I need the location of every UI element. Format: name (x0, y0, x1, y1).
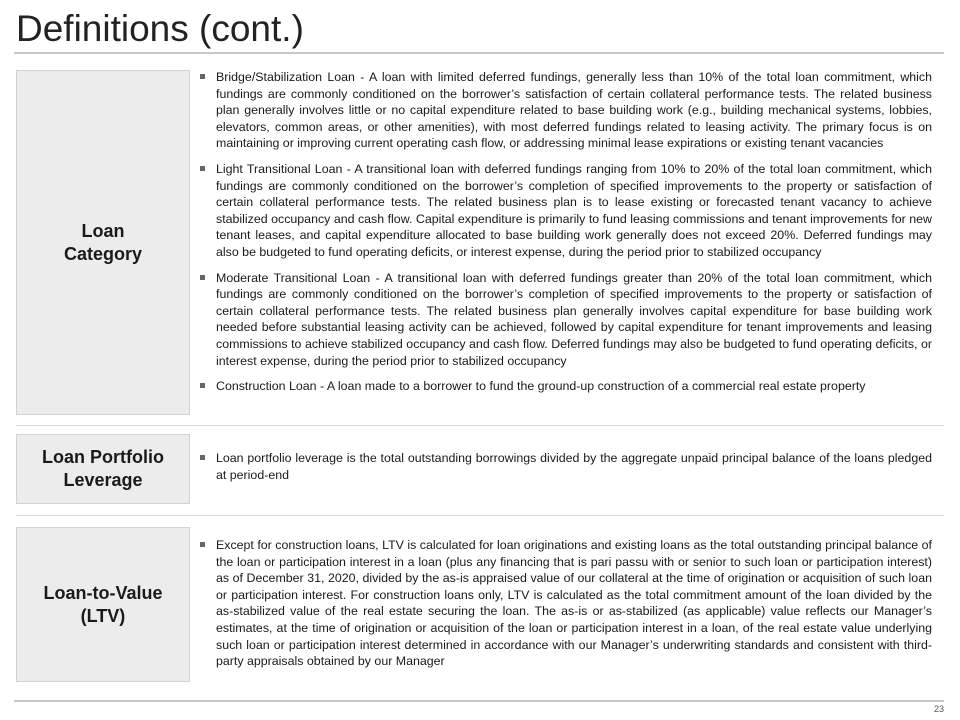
bullet-text: Bridge/Stabilization Loan - A loan with limited deferred fundings, generally less than 10% of the total loan commitment, which fundings are commonly conditioned on the borrower’s satisfaction of certain collateral performance tests. The related business plan generally involves little or no capital expenditure related to base building work (e.g., building mechanical systems, lobbies, elevators, common areas, or other amenities), with most deferred fundings related to leasing activity. The primary focus is on maintaining or improving current operating cash flow, or addressing minimal lease expirations or existing tenant vacancies (216, 70, 932, 151)
section-label-text: Loan-to-Value (LTV) (43, 582, 163, 626)
bullet-item (198, 69, 932, 152)
section-label-loan-to-value (16, 527, 190, 682)
page-title: Definitions (cont.) (16, 8, 304, 49)
bullet-square-icon (200, 275, 205, 280)
section-body-loan-portfolio-leverage (198, 450, 932, 492)
bullet-text: Loan portfolio leverage is the total outstanding borrowings divided by the aggregate unpaid principal balance of the loans pledged at period-end (216, 451, 932, 482)
page-number: 23 (933, 704, 944, 714)
title-divider (14, 52, 944, 54)
section-body-loan-category (198, 69, 932, 404)
bullet-text: Light Transitional Loan - A transitional loan with deferred fundings ranging from 10% to 20% of the total loan commitment, which fundings are commonly conditioned on the borrower’s completion of specified improvements to the property or satisfaction of certain collateral performance tests. The related business plan is to lease existing or forecasted tenant vacancy to achieve stabilized occupancy and cash flow. Capital expenditure is primarily to fund leasing commissions and tenant improvements for new tenant leases, and capital expenditure allocated to base building work generally does not exceed 20%. Deferred fundings may also be budgeted to fund operating deficits, or interest expense, during the period prior to stabilized occupancy (216, 161, 932, 259)
section-label-loan-portfolio-leverage (16, 434, 190, 504)
section-divider (16, 515, 944, 516)
footer-divider (14, 700, 944, 702)
bullet-square-icon (200, 542, 205, 547)
section-label-text: Loan Category (63, 220, 143, 264)
bullet-item (198, 537, 932, 670)
section-divider (16, 425, 944, 426)
bullet-square-icon (200, 383, 205, 388)
bullet-item (198, 270, 932, 370)
bullet-text: Construction Loan - A loan made to a borrower to fund the ground-up construction of a commercial real estate property (216, 379, 866, 394)
bullet-item (198, 378, 932, 395)
bullet-item (198, 161, 932, 261)
bullet-item (198, 450, 932, 483)
bullet-square-icon (200, 166, 205, 171)
bullet-text: Except for construction loans, LTV is calculated for loan originations and existing loans as the total outstanding principal balance of the loan or participation interest in a loan (plus any financing that is pari passu with or senior to such loan or participation interest) as of December 31, 2020, divided by the as-is appraised value of our collateral at the time of origination or acquisition of such loan or participation interest. For construction loans only, LTV is calculated as the total commitment amount of the loan divided by the as-stabilized value of the real estate securing the loan. The as-is or as-stabilized (as applicable) value reflects our Manager’s estimates, at the time of origination or acquisition of the loan or participation interest in a loan, of the real estate value underlying such loan or participation interest determined in accordance with our Manager’s underwriting standards and consistent with third-party appraisals obtained by our Manager (216, 538, 932, 669)
bullet-square-icon (200, 455, 205, 460)
bullet-square-icon (200, 74, 205, 79)
section-body-loan-to-value (198, 537, 932, 679)
section-label-text: Loan Portfolio Leverage (42, 447, 164, 490)
section-label-loan-category (16, 70, 190, 415)
bullet-text: Moderate Transitional Loan - A transitional loan with deferred fundings greater than 20% of the total loan commitment, which fundings are commonly conditioned on the borrower’s completion of specified improvements to the property or satisfaction of certain collateral performance tests. The related business plan generally involves capital expenditure for base building work needed before substantial leasing activity can be achieved, followed by capital expenditure for tenant improvements and leasing commissions to achieve stabilized occupancy and cash flow. Deferred fundings may also be budgeted to fund operating deficits, or interest expense, during the period prior to stabilized occupancy (216, 270, 932, 368)
